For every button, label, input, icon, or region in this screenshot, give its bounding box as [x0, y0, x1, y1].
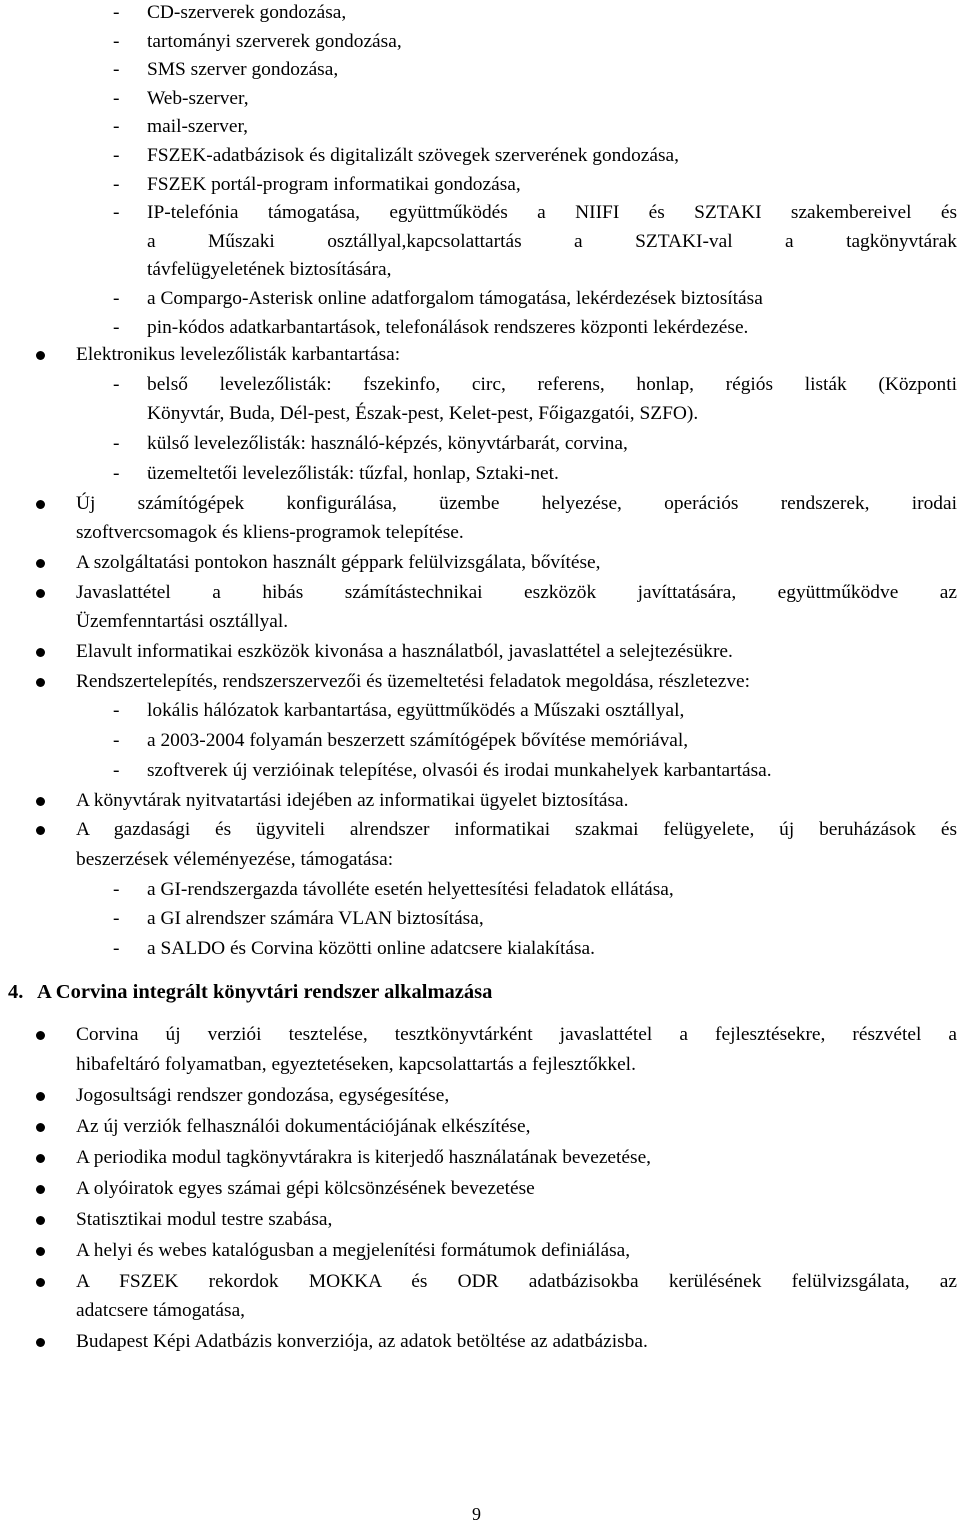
list-item-text: IP-telefónia támogatása, együttműködés a NIIFI és SZTAKI szakembereivel és: [147, 202, 957, 224]
bullet-dot-icon: [36, 826, 45, 835]
bullet-item-text: Rendszertelepítés, rendszerszervezői és üzemeltetési feladatok megoldása, részletezve:: [76, 670, 751, 692]
section-bullet-text: A periodika modul tagkönyvtárakra is kiterjedő használatának bevezetése,: [76, 1146, 652, 1168]
bullet-dot-icon: [36, 351, 45, 360]
sub-list-item-text: üzemeltetői levelezőlisták: tűzfal, honlap, Sztaki-net.: [147, 462, 559, 484]
bullet-dot-icon: [36, 797, 45, 806]
list-item-text: távfelügyeletének biztosítására,: [147, 259, 392, 281]
list-item-text: Web-szerver,: [147, 87, 249, 109]
list-item-text: tartományi szerverek gondozása,: [147, 30, 402, 52]
dash-marker: -: [113, 433, 120, 455]
sub-list-item-text: a GI-rendszergazda távolléte esetén helyettesítési feladatok ellátása,: [147, 878, 674, 900]
bullet-item-text: A szolgáltatási pontokon használt géppark felülvizsgálata, bővítése,: [76, 551, 601, 573]
section-heading: [8, 979, 492, 1005]
section-bullet-text: A helyi és webes katalógusban a megjelenítési formátumok definiálása,: [76, 1239, 631, 1261]
sub-list-item-text: külső levelezőlisták: használó-képzés, könyvtárbarát, corvina,: [147, 433, 628, 455]
bullet-item-text: Elektronikus levelezőlisták karbantartása:: [76, 344, 401, 365]
page-number: 9: [472, 1504, 481, 1524]
dash-marker: -: [113, 462, 120, 484]
sub-list-item-text: a 2003-2004 folyamán beszerzett számítógépek bővítése memóriával,: [147, 730, 689, 752]
section-bullet-text: Budapest Képi Adatbázis konverziója, az adatok betöltése az adatbázisba.: [76, 1331, 648, 1352]
bullet-dot-icon: [36, 1031, 45, 1040]
bullet-item-text: Új számítógépek konfigurálása, üzembe helyezése, operációs rendszerek, irodai: [76, 492, 957, 514]
sub-list-item-text: Könyvtár, Buda, Dél-pest, Észak-pest, Kelet-pest, Főigazgatói, SZFO).: [147, 403, 699, 425]
bullet-dot-icon: [36, 1092, 45, 1101]
dash-marker: -: [113, 730, 120, 752]
list-item-text: mail-szerver,: [147, 116, 248, 138]
list-item-text: FSZEK-adatbázisok és digitalizált szövegek szerverének gondozása,: [147, 145, 679, 166]
bullet-dot-icon: [36, 500, 45, 509]
dash-marker: -: [113, 759, 120, 781]
section-bullet-text: Corvina új verziói tesztelése, tesztkönyvtárként javaslattétel a fejlesztésekre, részvétel a: [76, 1024, 957, 1045]
dash-marker: -: [113, 908, 120, 930]
bullet-item-text: A gazdasági és ügyviteli alrendszer informatikai szakmai felügyelete, új beruházások és: [76, 819, 957, 841]
bullet-dot-icon: [36, 1338, 45, 1347]
bullet-dot-icon: [36, 1154, 45, 1163]
bullet-item-text: Elavult informatikai eszközök kivonása a használatból, javaslattétel a selejtezésükre.: [76, 641, 733, 662]
sub-list-item-text: a SALDO és Corvina közötti online adatcsere kialakítása.: [147, 938, 596, 959]
dash-marker: -: [113, 202, 120, 224]
dash-marker: -: [113, 30, 120, 52]
sub-list-item-text: belső levelezőlisták: fszekinfo, circ, referens, honlap, régiós listák (Központi: [147, 373, 957, 395]
sub-list-item-text: szoftverek új verzióinak telepítése, olvasói és irodai munkahelyek karbantartása.: [147, 759, 772, 781]
bullet-dot-icon: [36, 678, 45, 687]
sub-list-item-text: a GI alrendszer számára VLAN biztosítása,: [147, 908, 484, 930]
bullet-dot-icon: [36, 648, 45, 657]
dash-marker: -: [113, 87, 120, 109]
bullet-dot-icon: [36, 559, 45, 568]
dash-marker: -: [113, 173, 120, 195]
section-bullet-text: Jogosultsági rendszer gondozása, egységesítése,: [76, 1084, 450, 1106]
bullet-item-text: szoftvercsomagok és kliens-programok telepítése.: [76, 522, 464, 544]
section-bullet-text: hibafeltáró folyamatban, egyeztetéseken, kapcsolattartás a fejlesztőkkel.: [76, 1053, 636, 1075]
dash-marker: -: [113, 878, 120, 900]
dash-marker: -: [113, 316, 120, 338]
bullet-item-text: A könyvtárak nyitvatartási idejében az informatikai ügyelet biztosítása.: [76, 789, 629, 811]
bullet-dot-icon: [36, 1123, 45, 1132]
section-bullet-text: A FSZEK rekordok MOKKA és ODR adatbázisokba kerülésének felülvizsgálata, az: [76, 1270, 957, 1292]
bullet-dot-icon: [36, 1185, 45, 1194]
section-bullet-text: Statisztikai modul testre szabása,: [76, 1208, 333, 1230]
dash-marker: -: [113, 145, 120, 166]
bullet-item-text: Javaslattétel a hibás számítástechnikai eszközök javíttatására, együttműködve az: [76, 581, 957, 603]
dash-marker: -: [113, 373, 120, 395]
bullet-item-text: Üzemfenntartási osztállyal.: [76, 611, 289, 633]
section-title: A Corvina integrált könyvtári rendszer alkalmazása: [37, 981, 493, 1003]
list-item-text: a Compargo-Asterisk online adatforgalom támogatása, lekérdezések biztosítása: [147, 288, 763, 309]
dash-marker: -: [113, 116, 120, 138]
sub-list-item-text: lokális hálózatok karbantartása, együttműködés a Műszaki osztállyal,: [147, 700, 685, 722]
section-number: 4.: [8, 981, 24, 1003]
section-bullet-text: adatcsere támogatása,: [76, 1300, 246, 1321]
dash-marker: -: [113, 2, 120, 23]
list-item-text: CD-szerverek gondozása,: [147, 2, 347, 23]
bullet-item-text: beszerzések véleményezése, támogatása:: [76, 848, 394, 870]
dash-marker: -: [113, 700, 120, 722]
bullet-dot-icon: [36, 1247, 45, 1256]
list-item-text: pin-kódos adatkarbantartások, telefonálások rendszeres központi lekérdezése.: [147, 316, 749, 338]
list-item-text: a Műszaki osztállyal,kapcsolattartás a SZTAKI-val a tagkönyvtárak: [147, 230, 957, 252]
bullet-dot-icon: [36, 1278, 45, 1287]
bullet-dot-icon: [36, 589, 45, 598]
list-item-text: FSZEK portál-program informatikai gondozása,: [147, 173, 521, 195]
list-item-text: SMS szerver gondozása,: [147, 59, 339, 81]
section-bullet-text: Az új verziók felhasználói dokumentációjának elkészítése,: [76, 1115, 531, 1137]
section-bullet-text: A olyóiratok egyes számai gépi kölcsönzésének bevezetése: [76, 1177, 535, 1199]
dash-marker: -: [113, 288, 120, 309]
dash-marker: -: [113, 59, 120, 81]
bullet-dot-icon: [36, 1216, 45, 1225]
dash-marker: -: [113, 938, 120, 959]
